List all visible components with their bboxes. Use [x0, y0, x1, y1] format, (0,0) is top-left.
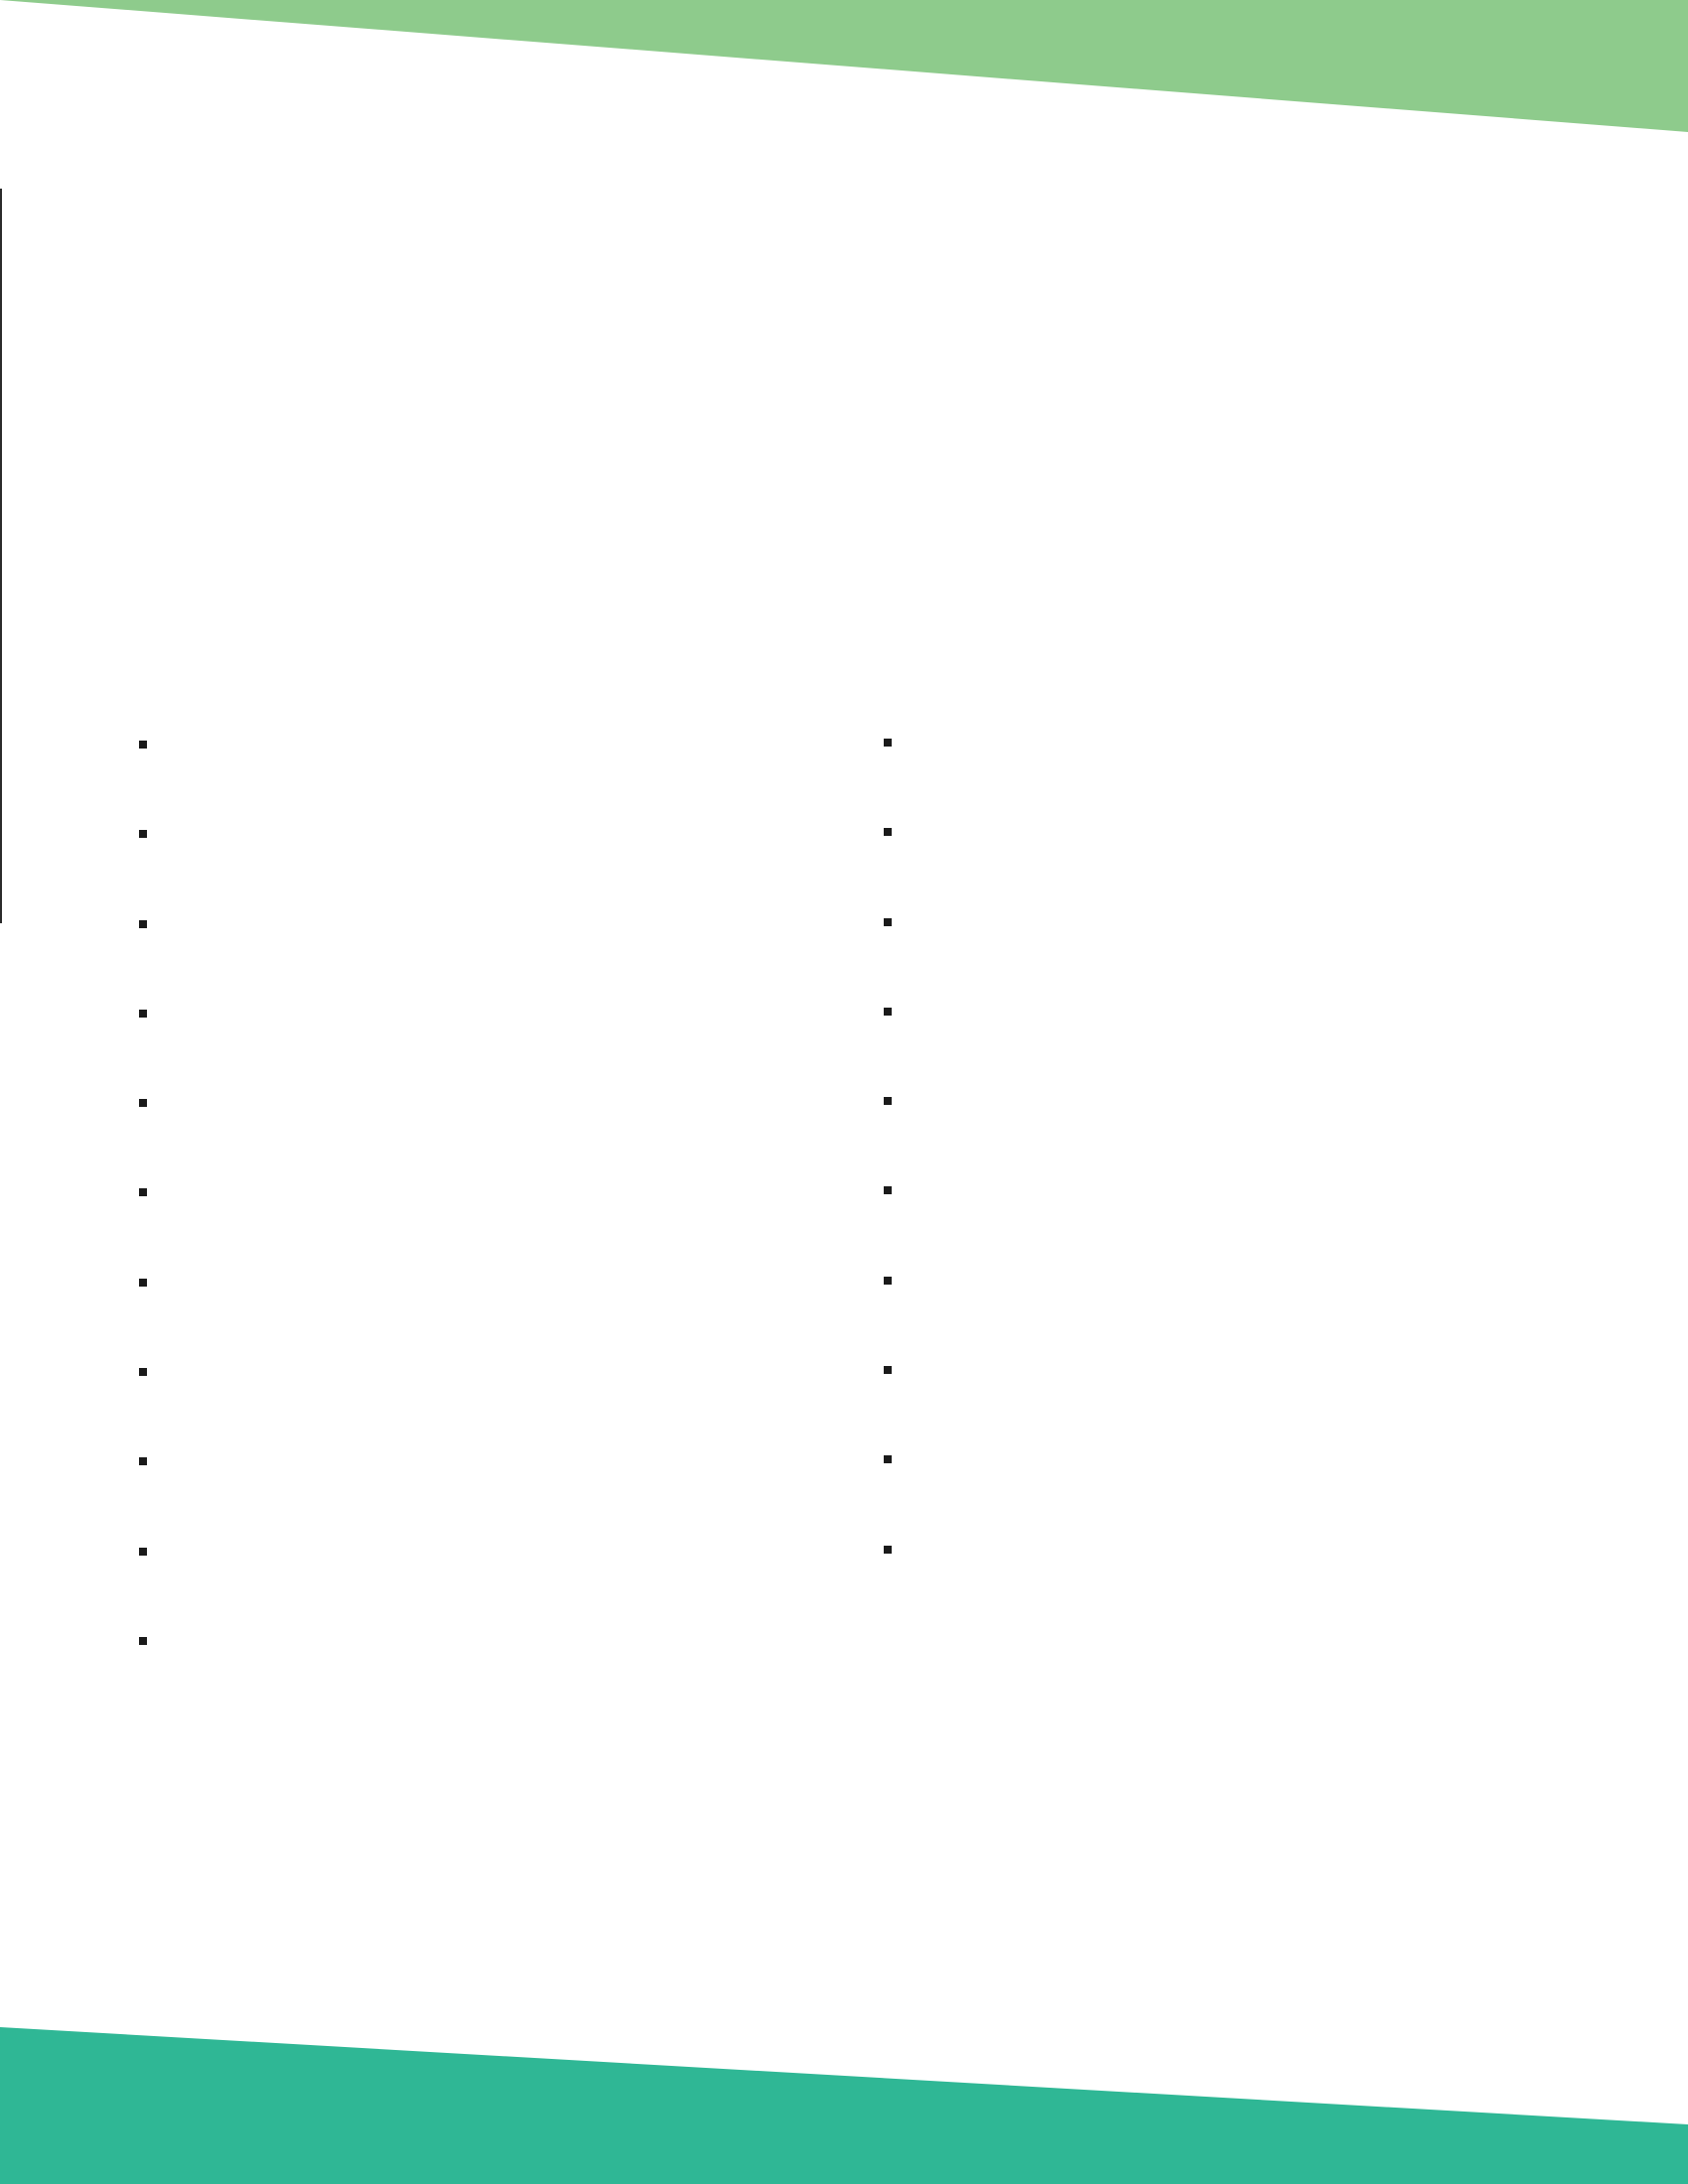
list-item	[874, 1325, 983, 1415]
top-band-shape	[0, 0, 1688, 132]
bullet-icon	[139, 830, 147, 838]
list-item	[129, 1417, 238, 1506]
list-item	[129, 1148, 238, 1237]
list-item	[129, 880, 238, 969]
list-item	[874, 1056, 983, 1146]
bullet-icon	[884, 918, 892, 926]
bullet-icon	[884, 1097, 892, 1105]
list-item	[874, 698, 983, 787]
bullet-icon	[884, 1546, 892, 1554]
bullet-icon	[139, 1188, 147, 1196]
bullet-icon	[884, 1455, 892, 1463]
list-item	[129, 1327, 238, 1417]
bullet-icon	[139, 741, 147, 749]
list-item	[874, 1505, 983, 1594]
bullet-icon	[139, 920, 147, 928]
bullet-icon	[884, 1186, 892, 1194]
list-item	[129, 969, 238, 1058]
bullet-icon	[884, 1008, 892, 1016]
list-item	[874, 878, 983, 967]
list-item	[874, 1146, 983, 1235]
bullet-icon	[139, 1010, 147, 1018]
list-item	[129, 1238, 238, 1327]
list-item	[129, 1596, 238, 1686]
list-item	[129, 789, 238, 879]
list-item	[874, 1415, 983, 1504]
bullet-icon	[139, 1368, 147, 1376]
list-item	[874, 967, 983, 1056]
list-item	[129, 700, 238, 789]
bullet-icon	[139, 1548, 147, 1556]
new-hires-list-left	[129, 700, 238, 1686]
list-item	[129, 1058, 238, 1148]
new-hires-list-right	[874, 698, 983, 1594]
bullet-icon	[139, 1279, 147, 1287]
bullet-icon	[139, 1457, 147, 1465]
bullet-icon	[884, 739, 892, 747]
list-item	[874, 787, 983, 877]
list-item	[874, 1236, 983, 1325]
bullet-icon	[884, 1277, 892, 1285]
bullet-icon	[139, 1637, 147, 1645]
bullet-icon	[884, 1366, 892, 1374]
bullet-icon	[139, 1099, 147, 1107]
bullet-icon	[884, 828, 892, 836]
list-item	[129, 1507, 238, 1596]
intro-paragraph	[210, 467, 1439, 534]
left-edge-divider	[0, 189, 2, 923]
top-decorative-band	[0, 0, 1688, 139]
bottom-band-shape	[0, 2027, 1688, 2184]
